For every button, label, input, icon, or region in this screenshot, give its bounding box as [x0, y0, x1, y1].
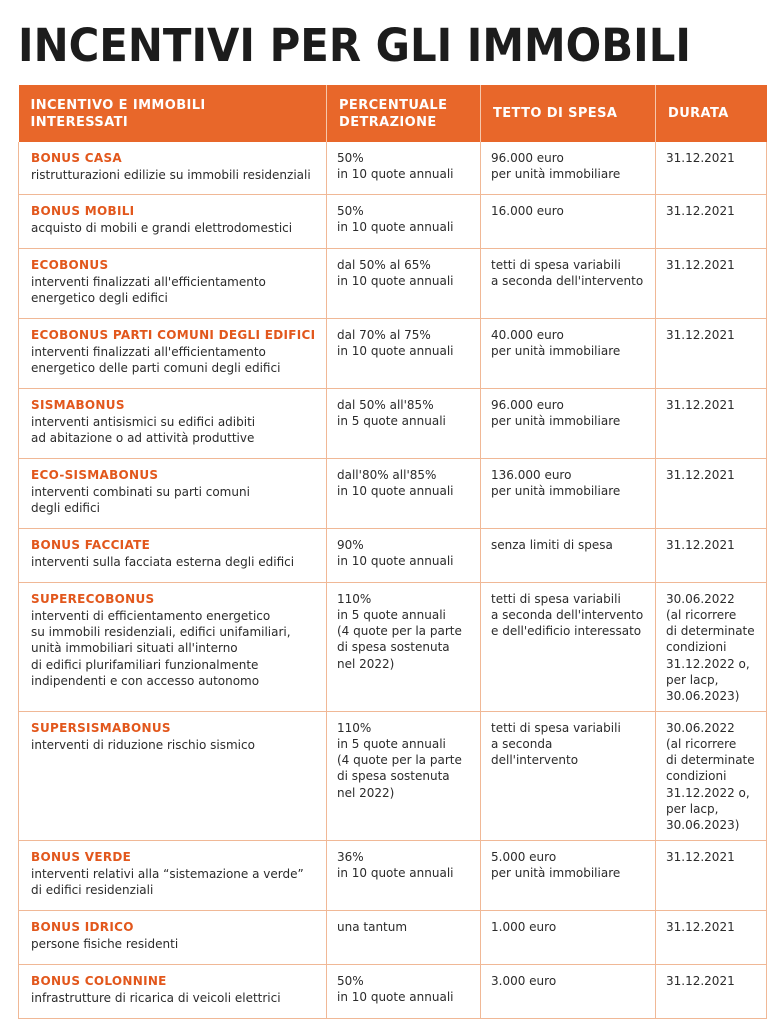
table-row — [19, 910, 767, 964]
incentive-name: BONUS CASA — [31, 151, 122, 165]
spending-cap-cell — [481, 964, 656, 1018]
duration-value: 30.06.2022 (al ricorrere di determinate condizioni 31.12.2022 o, per lacp, 30.06.2023) — [666, 720, 755, 833]
duration-cell — [656, 528, 767, 582]
incentive-description: ristrutturazioni edilizie su immobili residenziali — [31, 168, 311, 183]
spending-cap-cell — [481, 248, 656, 318]
duration-cell — [656, 964, 767, 1018]
spending-cap-cell — [481, 582, 656, 711]
spending-cap-value: 96.000 euro per unità immobiliare — [491, 397, 621, 428]
duration-value: 31.12.2021 — [666, 257, 735, 272]
percentage-value: dall'80% all'85% in 10 quote annuali — [337, 467, 454, 498]
spending-cap-value: 1.000 euro — [491, 919, 557, 934]
duration-cell — [656, 248, 767, 318]
spending-cap-value: 16.000 euro — [491, 203, 564, 218]
percentage-value: 50% in 10 quote annuali — [337, 973, 454, 1004]
duration-value: 31.12.2021 — [666, 537, 735, 552]
incentive-name: ECO-SISMABONUS — [31, 467, 159, 482]
duration-cell — [656, 711, 767, 840]
incentive-name: BONUS MOBILI — [31, 203, 135, 218]
percentage-cell — [327, 388, 481, 458]
header-incentive: INCENTIVO E IMMOBILI INTERESSATI — [19, 85, 327, 142]
table-row — [19, 142, 767, 194]
percentage-cell — [327, 582, 481, 711]
spending-cap-cell — [481, 318, 656, 388]
incentive-name: BONUS IDRICO — [31, 919, 134, 934]
duration-value: 31.12.2021 — [666, 327, 735, 342]
percentage-value: 90% in 10 quote annuali — [337, 537, 454, 568]
incentive-description: interventi di efficientamento energetico su immobili residenziali, edifici unifamiliari, unità immobiliari situati all'interno di edifici plurifamiliari funzionalmente indipendenti e con accesso autonomo — [31, 608, 291, 688]
table-header — [19, 85, 767, 142]
table-row — [19, 711, 767, 840]
incentive-cell — [19, 318, 327, 388]
percentage-value: dal 70% al 75% in 10 quote annuali — [337, 327, 454, 358]
incentive-description: interventi finalizzati all'efficientamento energetico degli edifici — [31, 274, 266, 306]
percentage-cell — [327, 528, 481, 582]
table-body — [19, 142, 767, 1018]
duration-cell — [656, 388, 767, 458]
percentage-cell — [327, 318, 481, 388]
duration-value: 31.12.2021 — [666, 919, 735, 934]
spending-cap-cell — [481, 840, 656, 910]
spending-cap-cell — [481, 910, 656, 964]
percentage-value: una tantum — [337, 919, 408, 934]
duration-value: 31.12.2021 — [666, 151, 735, 165]
percentage-value: 50% in 10 quote annuali — [337, 151, 454, 182]
percentage-cell — [327, 711, 481, 840]
incentive-description: interventi di riduzione rischio sismico — [31, 737, 255, 752]
spending-cap-value: 3.000 euro — [491, 973, 557, 988]
incentive-cell — [19, 910, 327, 964]
table-row — [19, 318, 767, 388]
spending-cap-cell — [481, 711, 656, 840]
spending-cap-value: tetti di spesa variabili a seconda dell'intervento e dell'edificio interessato — [491, 591, 644, 639]
spending-cap-value: tetti di spesa variabili a seconda dell'intervento — [491, 257, 644, 288]
table-row — [19, 458, 767, 528]
percentage-cell — [327, 194, 481, 248]
incentive-name: BONUS FACCIATE — [31, 537, 151, 552]
incentive-description: interventi relativi alla “sistemazione a verde” di edifici residenziali — [31, 866, 304, 898]
duration-value: 31.12.2021 — [666, 467, 735, 482]
percentage-value: dal 50% all'85% in 5 quote annuali — [337, 397, 446, 428]
duration-cell — [656, 142, 767, 194]
duration-value: 31.12.2021 — [666, 849, 735, 864]
percentage-cell — [327, 458, 481, 528]
incentives-table — [18, 85, 767, 1019]
table-row — [19, 388, 767, 458]
duration-value: 31.12.2021 — [666, 203, 735, 218]
incentive-name: SISMABONUS — [31, 397, 125, 412]
header-row — [19, 85, 767, 142]
percentage-cell — [327, 248, 481, 318]
incentive-cell — [19, 528, 327, 582]
incentive-name: SUPERSISMABONUS — [31, 720, 171, 735]
incentive-cell — [19, 248, 327, 318]
incentive-cell — [19, 388, 327, 458]
percentage-value: 36% in 10 quote annuali — [337, 849, 454, 880]
header-percentage: PERCENTUALE DETRAZIONE — [327, 85, 481, 142]
header-cap: TETTO DI SPESA — [481, 85, 656, 142]
percentage-cell — [327, 964, 481, 1018]
duration-cell — [656, 458, 767, 528]
incentive-cell — [19, 142, 327, 194]
spending-cap-cell — [481, 388, 656, 458]
incentive-cell — [19, 840, 327, 910]
table-row — [19, 248, 767, 318]
duration-cell — [656, 910, 767, 964]
percentage-value: 110% in 5 quote annuali (4 quote per la parte di spesa sostenuta nel 2022) — [337, 720, 462, 800]
spending-cap-cell — [481, 458, 656, 528]
spending-cap-cell — [481, 528, 656, 582]
duration-cell — [656, 194, 767, 248]
incentive-name: BONUS COLONNINE — [31, 973, 167, 988]
percentage-value: 110% in 5 quote annuali (4 quote per la parte di spesa sostenuta nel 2022) — [337, 591, 462, 671]
spending-cap-value: 40.000 euro per unità immobiliare — [491, 327, 621, 358]
spending-cap-value: 96.000 euro per unità immobiliare — [491, 151, 621, 182]
spending-cap-cell — [481, 194, 656, 248]
incentive-description: interventi sulla facciata esterna degli edifici — [31, 554, 295, 569]
incentive-description: interventi finalizzati all'efficientamento energetico delle parti comuni degli edifici — [31, 344, 281, 376]
percentage-cell — [327, 840, 481, 910]
incentive-name: ECOBONUS — [31, 257, 109, 272]
table-row — [19, 194, 767, 248]
incentive-description: acquisto di mobili e grandi elettrodomestici — [31, 220, 293, 235]
incentive-cell — [19, 964, 327, 1018]
page-title: INCENTIVI PER GLI IMMOBILI — [18, 19, 691, 72]
table-row — [19, 840, 767, 910]
incentive-description: persone fisiche residenti — [31, 936, 179, 951]
spending-cap-value: senza limiti di spesa — [491, 537, 613, 552]
incentive-cell — [19, 458, 327, 528]
duration-value: 31.12.2021 — [666, 397, 735, 412]
incentive-description: infrastrutture di ricarica di veicoli elettrici — [31, 990, 281, 1005]
incentive-cell — [19, 711, 327, 840]
incentive-description: interventi combinati su parti comuni degli edifici — [31, 484, 250, 516]
incentive-cell — [19, 194, 327, 248]
table-row — [19, 964, 767, 1018]
incentive-name: ECOBONUS PARTI COMUNI DEGLI EDIFICI — [31, 327, 316, 342]
incentive-description: interventi antisismici su edifici adibiti ad abitazione o ad attività produttive — [31, 414, 256, 446]
percentage-value: dal 50% al 65% in 10 quote annuali — [337, 257, 454, 288]
header-duration: DURATA — [656, 85, 767, 142]
duration-value: 31.12.2021 — [666, 973, 735, 988]
duration-value: 30.06.2022 (al ricorrere di determinate condizioni 31.12.2022 o, per lacp, 30.06.2023) — [666, 591, 755, 704]
duration-cell — [656, 318, 767, 388]
incentive-cell — [19, 582, 327, 711]
duration-cell — [656, 840, 767, 910]
spending-cap-value: 5.000 euro per unità immobiliare — [491, 849, 621, 880]
spending-cap-value: tetti di spesa variabili a seconda dell'intervento — [491, 720, 621, 768]
spending-cap-cell — [481, 142, 656, 194]
table-row — [19, 582, 767, 711]
percentage-value: 50% in 10 quote annuali — [337, 203, 454, 234]
incentive-name: BONUS VERDE — [31, 849, 132, 864]
percentage-cell — [327, 910, 481, 964]
incentive-name: SUPERECOBONUS — [31, 591, 155, 606]
duration-cell — [656, 582, 767, 711]
table-row — [19, 528, 767, 582]
spending-cap-value: 136.000 euro per unità immobiliare — [491, 467, 621, 498]
percentage-cell — [327, 142, 481, 194]
